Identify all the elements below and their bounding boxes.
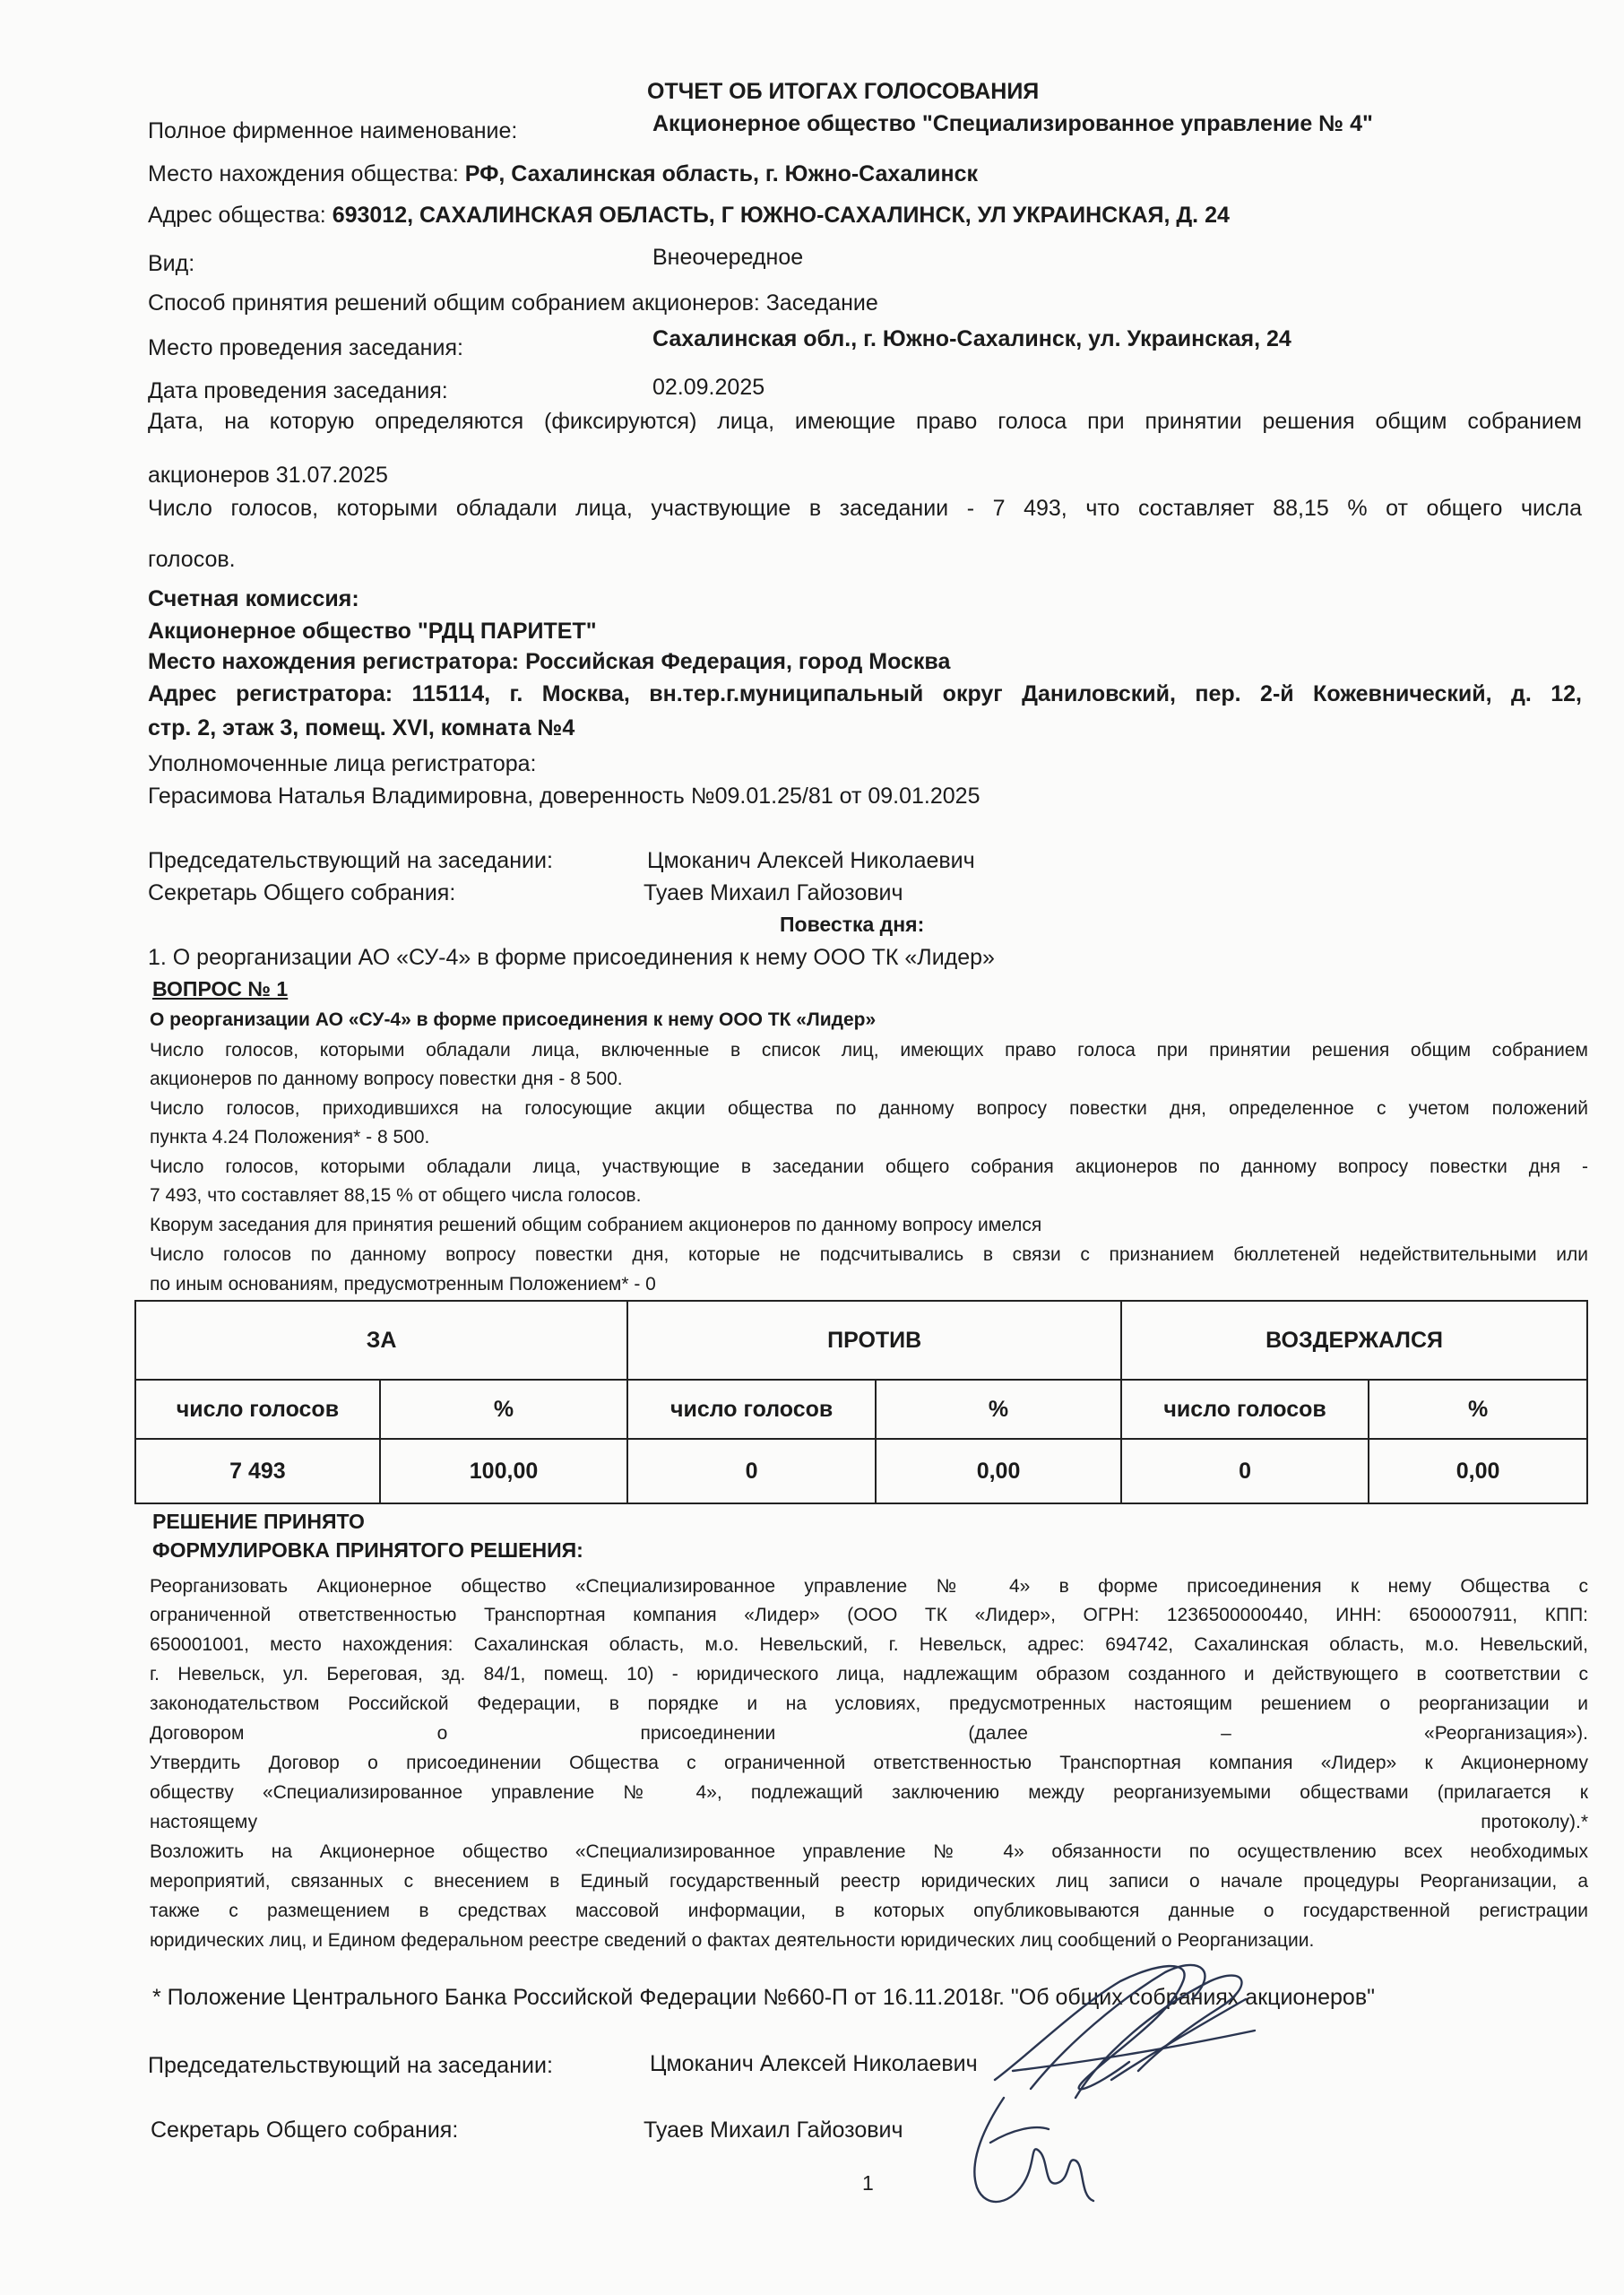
method-label: Способ принятия решений общим собранием акционеров: [148,290,760,316]
question-heading: ВОПРОС № 1 [152,977,289,1000]
question-p1-line1: Число голосов, которыми обладали лица, включенные в список лиц, имеющих право голоса при принятии решения общим собранием [150,1040,1588,1061]
signature-secretary-name: Туаев Михаил Гайозович [644,2117,903,2143]
secretary-name: Туаев Михаил Гайозович [644,880,903,905]
decision-line-11: мероприятий, связанных с внесением в Единый государственный реестр юридических лиц записи о начале процедуры Реорганизации, а [150,1871,1588,1892]
question-p1-line2: акционеров по данному вопросу повестки дня - 8 500. [150,1069,623,1089]
results-values-row [135,1439,1587,1503]
venue-label: Место проведения заседания: [148,335,463,360]
sub-for-votes: число голосов [135,1380,380,1439]
decision-line-4: г. Невельск, ул. Береговая, зд. 84/1, помещ. 10) - юридического лица, надлежащим образом созданного и действующего в соответствии с [150,1664,1588,1684]
question-quorum: Кворум заседания для принятия решений общим собранием акционеров по данному вопросу имелся [150,1215,1042,1235]
full-name-label: Полное фирменное наименование: [148,118,518,143]
address-label: Адрес общества: [148,203,326,228]
decision-line-12: также с размещением в средствах массовой информации, в которых опубликовываются данные о государственной регистрации [150,1901,1588,1921]
for-votes: 7 493 [135,1439,380,1503]
location-line [148,161,978,187]
votes-line1: Число голосов, которыми обладали лица, участвующие в заседании - 7 493, что составляет 88,15 % от общего числа [148,496,1582,521]
date-value: 02.09.2025 [652,375,765,400]
type-label: Вид: [148,251,195,276]
decision-line-10: Возложить на Акционерное общество «Специализированное управление № 4» обязанности по осуществлению всех необходимых [150,1841,1588,1862]
abstain-pct: 0,00 [1369,1439,1587,1503]
decision-formulation-heading: ФОРМУЛИРОВКА ПРИНЯТОГО РЕШЕНИЯ: [152,1538,583,1562]
method-value: Заседание [765,290,878,316]
against-votes: 0 [627,1439,876,1503]
decision-line-3: 650001001, место нахождения: Сахалинская область, м.о. Невельский, г. Невельск, адрес: 694742, Сахалинская область, м.о. Невельский, [150,1634,1588,1655]
chair-label: Председательствующий на заседании: [148,848,553,873]
address-value: 693012, САХАЛИНСКАЯ ОБЛАСТЬ, Г ЮЖНО-САХАЛИНСК, УЛ УКРАИНСКАЯ, Д. 24 [332,203,1230,228]
sub-against-pct: % [876,1380,1121,1439]
question-p2-line1: Число голосов, приходившихся на голосующие акции общества по данному вопросу повестки дня, определенное с учетом положений [150,1098,1588,1119]
location-value: РФ, Сахалинская область, г. Южно-Сахалинск [464,161,978,186]
record-date-line2: акционеров 31.07.2025 [148,463,388,488]
agenda-item-1: 1. О реорганизации АО «СУ-4» в форме присоединения к нему ООО ТК «Лидер» [148,945,995,970]
decision-line-13: юридических лиц, и Едином федеральном реестре сведений о фактах деятельности юридических лиц сообщений о Реорганизации. [150,1930,1315,1951]
votes-line2: голосов. [148,547,236,572]
question-p3-line1: Число голосов, которыми обладали лица, участвующие в заседании общего собрания акционеров по данному вопросу повестки дня - [150,1156,1588,1177]
document-title: ОТЧЕТ ОБ ИТОГАХ ГОЛОСОВАНИЯ [647,79,1040,104]
question-p4-line2: по иным основаниям, предусмотренным Положением* - 0 [150,1274,656,1295]
question-subject: О реорганизации АО «СУ-4» в форме присоединения к нему ООО ТК «Лидер» [150,1009,877,1030]
abstain-votes: 0 [1121,1439,1369,1503]
header-against: ПРОТИВ [627,1301,1121,1380]
for-pct: 100,00 [380,1439,627,1503]
question-p2-line2: пункта 4.24 Положения* - 8 500. [150,1127,430,1148]
record-date-line1: Дата, на которую определяются (фиксируются) лица, имеющие право голоса при принятии решения общим собранием [148,409,1582,434]
secretary-label: Секретарь Общего собрания: [148,880,456,905]
registrar-address-line2: стр. 2, этаж 3, помещ. XVI, комната №4 [148,715,575,740]
signature-secretary-label: Секретарь Общего собрания: [151,2117,459,2143]
header-for: ЗА [135,1301,627,1380]
date-label: Дата проведения заседания: [148,378,448,403]
question-p3-line2: 7 493, что составляет 88,15 % от общего числа голосов. [150,1185,642,1206]
location-label: Место нахождения общества: [148,161,459,186]
sub-for-pct: % [380,1380,627,1439]
venue-value: Сахалинская обл., г. Южно-Сахалинск, ул. Украинская, 24 [652,326,1291,351]
method-line [148,290,878,316]
agenda-heading: Повестка дня: [780,913,925,936]
against-pct: 0,00 [876,1439,1121,1503]
results-table [134,1300,1588,1504]
results-subheader-row [135,1380,1587,1439]
sub-abstain-votes: число голосов [1121,1380,1369,1439]
decision-line-9: настоящему протоколу).* [150,1812,1588,1832]
sub-against-votes: число голосов [627,1380,876,1439]
results-header-row [135,1301,1587,1380]
decision-line-1: Реорганизовать Акционерное общество «Специализированное управление № 4» в форме присоединения к нему Общества с [150,1576,1588,1597]
decision-adopted: РЕШЕНИЕ ПРИНЯТО [152,1510,365,1533]
registrar-location: Место нахождения регистратора: Российская Федерация, город Москва [148,649,951,674]
page-number: 1 [862,2171,874,2195]
chair-name: Цмоканич Алексей Николаевич [647,848,975,873]
decision-line-6: Договором о присоединении (далее – «Реорганизация»). [150,1723,1588,1744]
full-name-value: Акционерное общество "Специализированное управление № 4" [652,111,1373,136]
decision-line-7: Утвердить Договор о присоединении Общества с ограниченной ответственностью Транспортная компания «Лидер» к Акционерному [150,1753,1588,1773]
commission-name: Акционерное общество "РДЦ ПАРИТЕТ" [148,619,597,644]
commission-label: Счетная комиссия: [148,586,359,611]
registrar-address-line1: Адрес регистратора: 115114, г. Москва, вн.тер.г.муниципальный округ Даниловский, пер. 2-й Кожевнический, д. 12, [148,681,1582,706]
address-line [148,203,1230,229]
secretary-signature [950,2089,1102,2223]
authorized-value: Герасимова Наталья Владимировна, доверенность №09.01.25/81 от 09.01.2025 [148,784,980,809]
authorized-label: Уполномоченные лица регистратора: [148,751,537,776]
question-p4-line1: Число голосов по данному вопросу повестки дня, которые не подсчитывались в связи с признанием бюллетеней недействительными или [150,1244,1588,1265]
decision-line-5: законодательством Российской Федерации, в порядке и на условиях, предусмотренных настоящим решением о реорганизации и [150,1693,1588,1714]
decision-line-8: обществу «Специализированное управление № 4», подлежащий заключению между реорганизуемыми обществами (прилагается к [150,1782,1588,1803]
decision-line-2: ограниченной ответственностью Транспортная компания «Лидер» (ООО ТК «Лидер», ОГРН: 1236500000440, ИНН: 6500007911, КПП: [150,1605,1588,1625]
type-value: Внеочередное [652,245,804,270]
header-abstain: ВОЗДЕРЖАЛСЯ [1121,1301,1587,1380]
footnote: * Положение Центрального Банка Российской Федерации №660-П от 16.11.2018г. "Об общих собраниях акционеров" [152,1985,1375,2010]
signature-chair-name: Цмоканич Алексей Николаевич [650,2051,978,2076]
sub-abstain-pct: % [1369,1380,1587,1439]
signature-chair-label: Председательствующий на заседании: [148,2053,553,2078]
